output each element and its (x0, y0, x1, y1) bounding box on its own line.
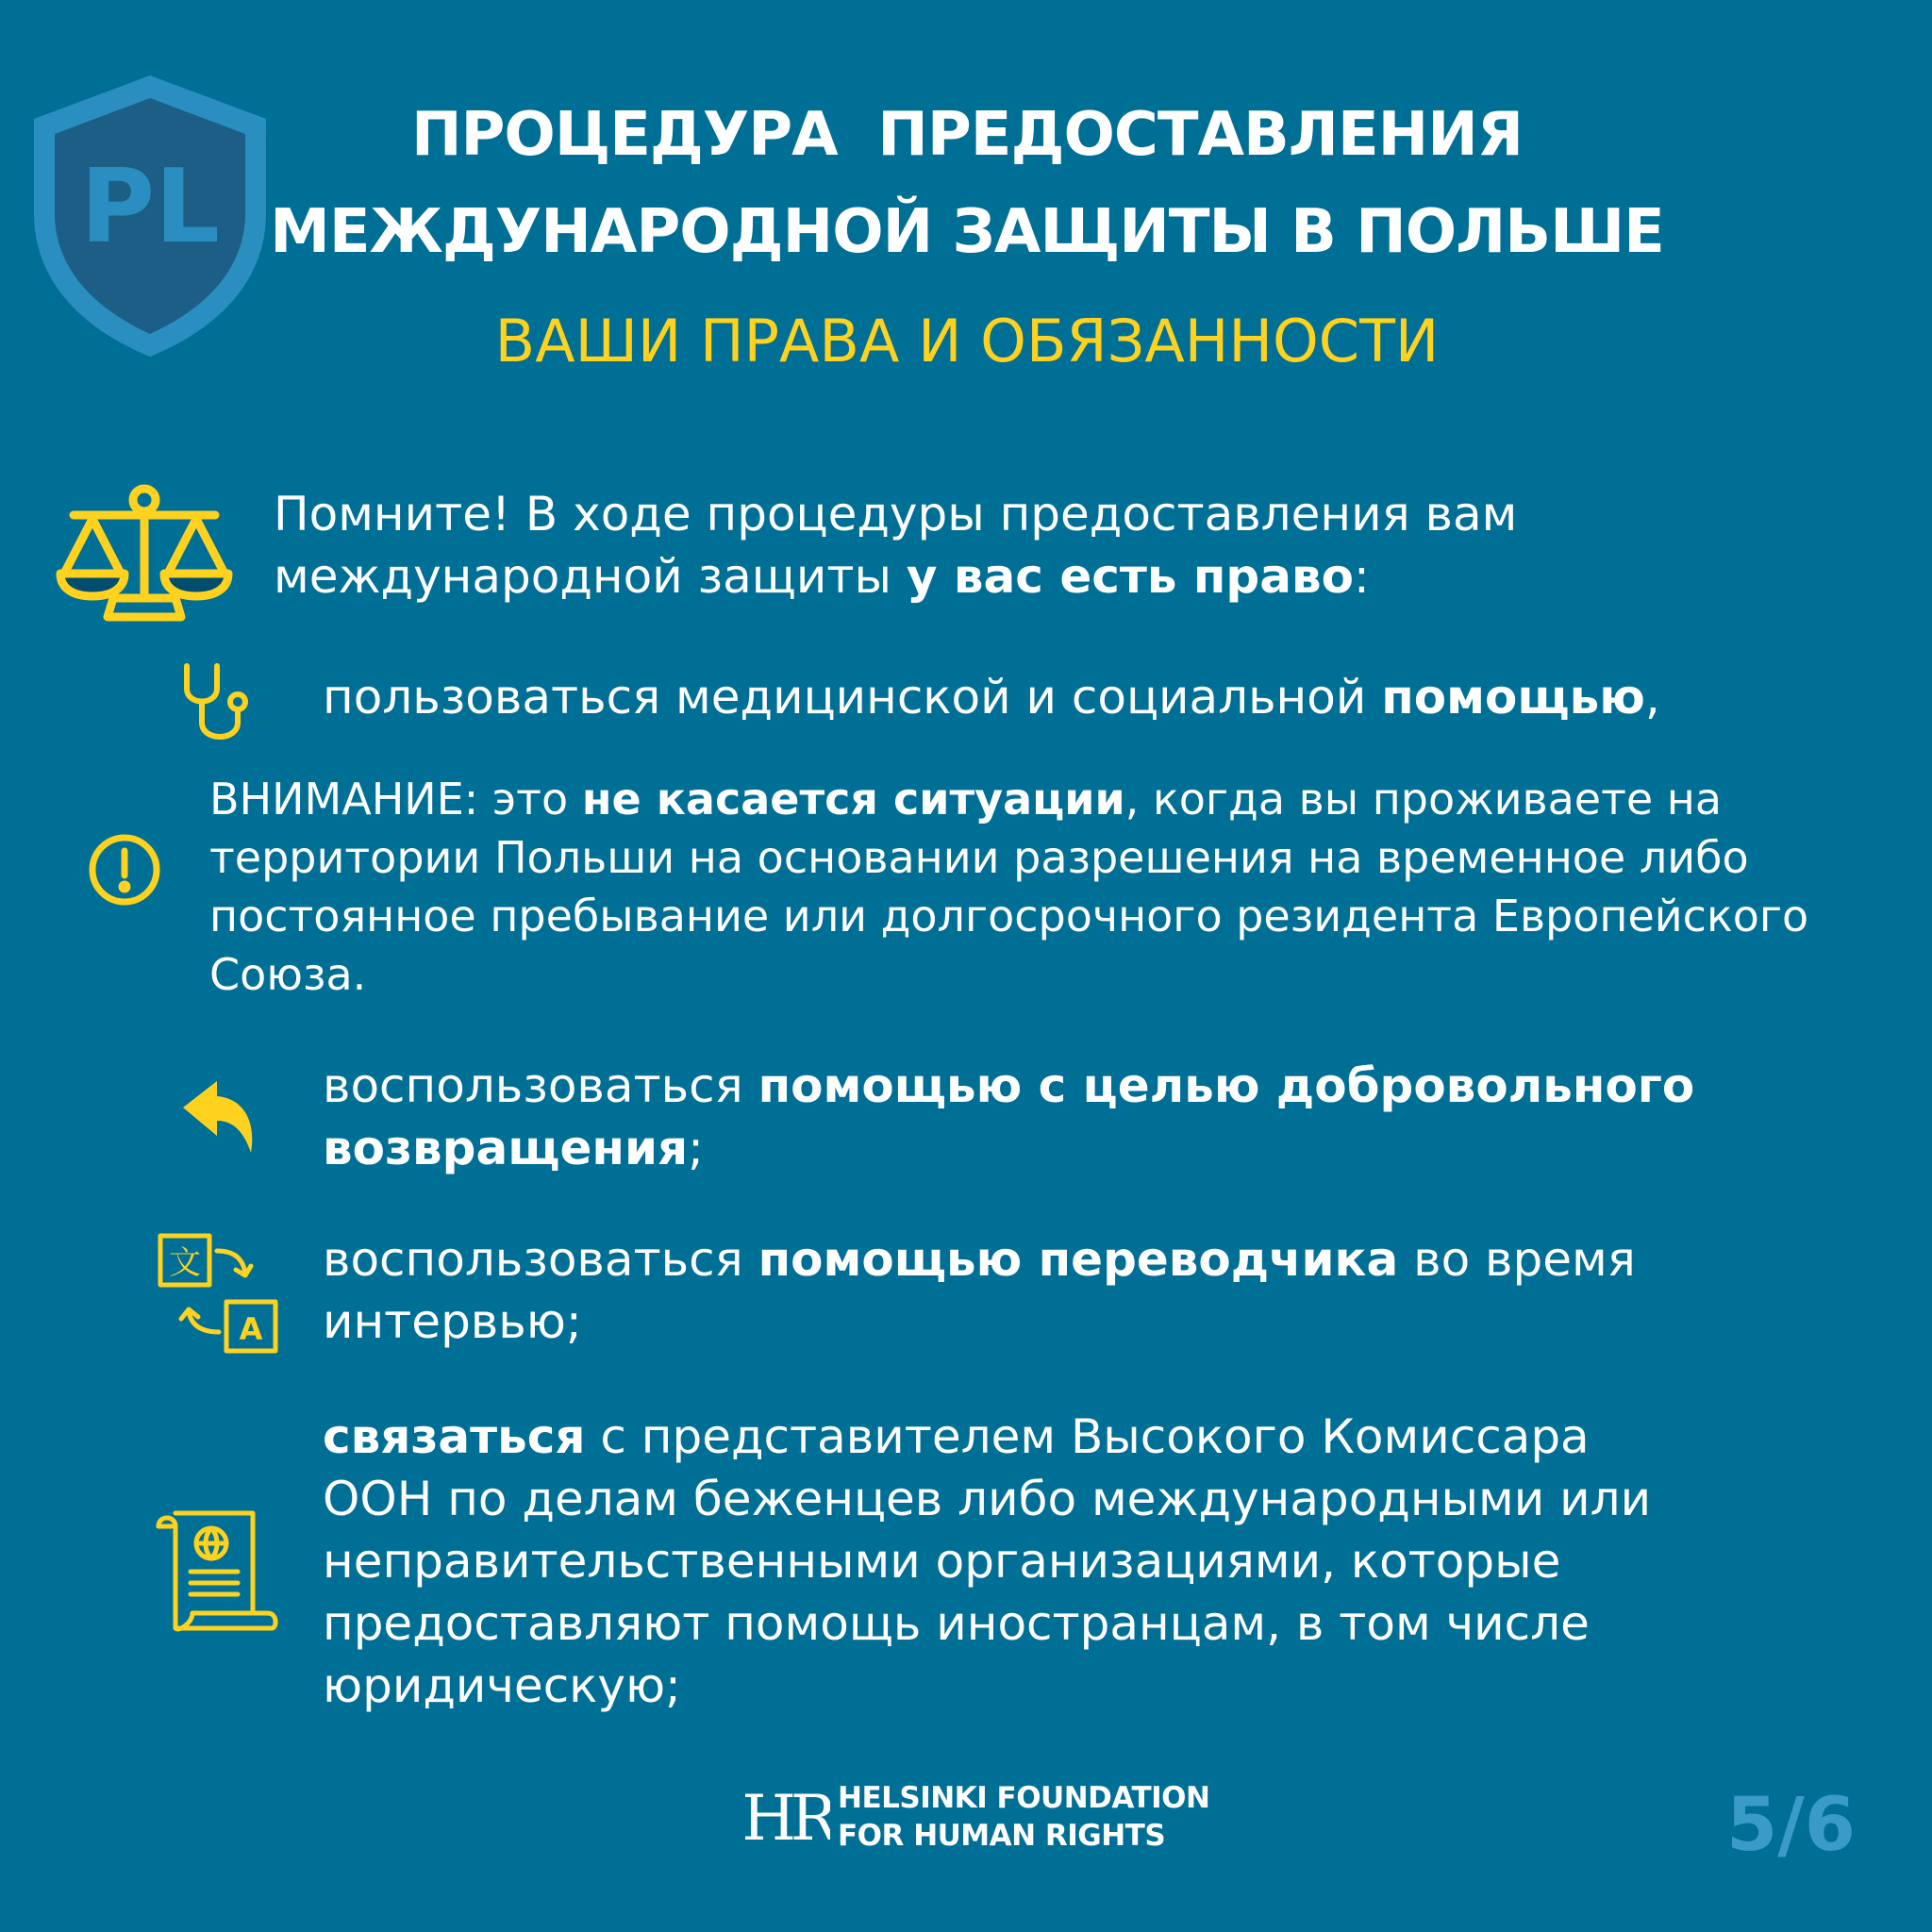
intro-line-2: международной защиты у вас есть право: (274, 549, 1370, 604)
contact-line-5: юридическую; (323, 1658, 681, 1713)
hfhr-logo-text: HR (743, 1782, 830, 1851)
title-line-1: ПРОЦЕДУРА ПРЕДОСТАВЛЕНИЯ (410, 100, 1524, 170)
return-line-1: воспользоваться помощью с целью добровольного (323, 1058, 1695, 1113)
hfhr-logo (743, 1779, 830, 1855)
pl-shield-badge (26, 70, 274, 366)
document-globe-icon (155, 1509, 281, 1636)
organization-name (838, 1779, 1209, 1855)
contact-line-3: неправительственными организациями, которые (323, 1534, 1561, 1589)
warning-line-1: ВНИМАНИЕ: это не касается ситуации, когда вы проживаете на (209, 774, 1723, 824)
title-line-2: МЕЖДУНАРОДНОЙ ЗАЩИТЫ В ПОЛЬШЕ (270, 197, 1664, 267)
translate-glyph-bottom: A (239, 1311, 263, 1347)
intro-text (274, 483, 1517, 608)
scales-icon (55, 483, 234, 625)
medical-help-text: пользоваться медицинской и социальной помощью, (323, 670, 1660, 724)
warning-text (209, 770, 1808, 1004)
contact-unhcr-text (323, 1406, 1651, 1717)
voluntary-return-text (323, 1055, 1694, 1179)
return-arrow-icon (179, 1077, 257, 1157)
warning-line-3: постоянное пребывание или долгосрочного резидента Европейского (209, 891, 1809, 941)
org-name-line-1: HELSINKI FOUNDATION (838, 1781, 1210, 1815)
exclamation-icon (87, 832, 162, 908)
contact-line-2: ООН по делам беженцев либо международными или (323, 1472, 1652, 1526)
translate-icon (157, 1232, 283, 1358)
translate-glyph-top: 文 (169, 1244, 201, 1282)
org-name-line-2: FOR HUMAN RIGHTS (838, 1819, 1166, 1853)
page-subtitle: ВАШИ ПРАВА И ОБЯЗАННОСТИ (494, 307, 1440, 375)
stethoscope-icon (179, 660, 255, 745)
contact-line-1: связаться с представителем Высокого Комиссара (323, 1409, 1590, 1464)
translator-line-1: воспользоваться помощью переводчика во время (323, 1232, 1636, 1287)
page-indicator: 5/6 (1726, 1783, 1857, 1868)
shield-badge-text: PL (80, 148, 220, 266)
translator-line-2: интервью; (323, 1294, 582, 1349)
intro-line-1: Помните! В ходе процедуры предоставления вам (274, 487, 1518, 541)
warning-line-4: Союза. (209, 949, 367, 1000)
warning-line-2: территории Польши на основании разрешения на временное либо (209, 832, 1749, 883)
return-line-2: возвращения; (323, 1121, 704, 1175)
translator-text (323, 1228, 1636, 1353)
page-title (264, 87, 1670, 281)
contact-line-4: предоставляют помощь иностранцам, в том числе (323, 1596, 1590, 1651)
